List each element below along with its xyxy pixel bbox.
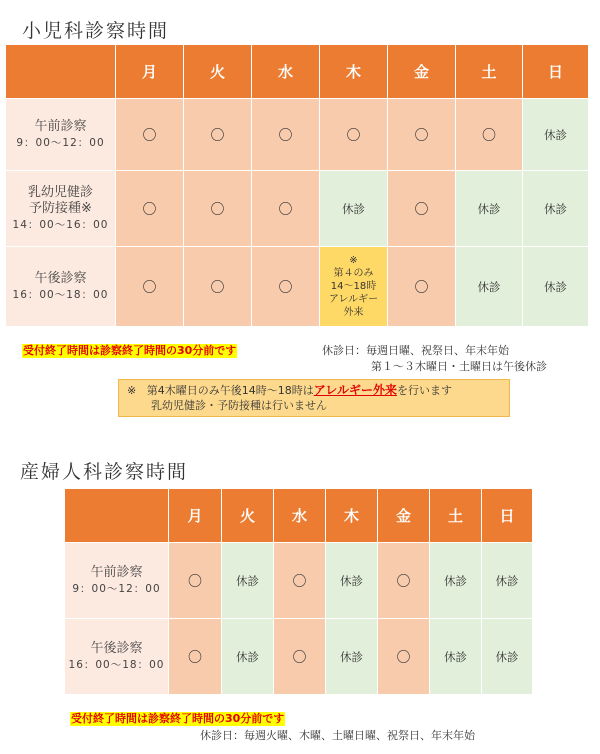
day-header: 土 (456, 45, 523, 99)
schedule-cell: 〇 (252, 99, 320, 171)
row-header (65, 543, 169, 619)
obgyn-title: 産婦人科診察時間 (20, 461, 189, 483)
row-time: 16：00～18：00 (12, 288, 109, 301)
schedule-cell: 休診 (430, 619, 482, 695)
row-label: 午後診察 (90, 640, 143, 656)
table-row (65, 543, 533, 619)
table-row (6, 99, 589, 171)
header-row (6, 45, 589, 99)
notice-text: 乳幼児健診・予防接種は行いません (151, 399, 327, 412)
row-label: 予防接種※ (29, 200, 92, 216)
table-row (6, 247, 589, 327)
schedule-cell: 〇 (184, 99, 252, 171)
row-label: 午前診察 (90, 564, 143, 580)
special-note-line: 第４のみ (333, 268, 374, 279)
table-row (6, 171, 589, 247)
corner-cell (6, 45, 116, 99)
schedule-cell: 休診 (482, 619, 533, 695)
row-time: 14：00～16：00 (12, 218, 109, 231)
schedule-cell: 〇 (169, 619, 222, 695)
schedule-cell: 〇 (184, 171, 252, 247)
pediatrics-title: 小児科診察時間 (22, 20, 170, 42)
schedule-cell: 〇 (388, 171, 456, 247)
row-header (6, 99, 116, 171)
schedule-cell: 〇 (116, 171, 184, 247)
schedule-cell: 〇 (274, 619, 326, 695)
schedule-cell: 〇 (320, 99, 388, 171)
schedule-cell: 〇 (388, 99, 456, 171)
corner-cell (65, 489, 169, 543)
notice-mark: ※ (127, 384, 137, 397)
row-header (6, 247, 116, 327)
closed-days-note-2: 第１～３木曜日・土曜日は午後休診 (371, 360, 547, 373)
closed-days-note: 休診日：毎週日曜、祝祭日、年末年始 (322, 344, 509, 357)
notice-highlight: アレルギー外来 (313, 383, 397, 397)
row-label: 午後診察 (34, 270, 87, 286)
day-header: 木 (326, 489, 378, 543)
day-header: 月 (116, 45, 184, 99)
row-header (65, 619, 169, 695)
special-note-line: 14～18時 (330, 281, 377, 292)
schedule-cell: 〇 (378, 543, 430, 619)
schedule-cell: 〇 (116, 247, 184, 327)
schedule-cell: 休診 (222, 619, 274, 695)
schedule-cell: 休診 (326, 619, 378, 695)
day-header: 木 (320, 45, 388, 99)
schedule-cell: 休診 (222, 543, 274, 619)
schedule-cell: 〇 (169, 543, 222, 619)
special-note-line: アレルギー (328, 294, 379, 305)
schedule-cell: 休診 (482, 543, 533, 619)
notice-text: 第4木曜日のみ午後14時～18時は (146, 384, 314, 397)
allergy-clinic-cell (320, 247, 388, 327)
schedule-cell: 休診 (456, 171, 523, 247)
day-header: 月 (169, 489, 222, 543)
pediatrics-schedule-table (5, 44, 589, 327)
row-time: 16：00～18：00 (68, 658, 165, 671)
schedule-cell: 休診 (320, 171, 388, 247)
schedule-cell: 〇 (184, 247, 252, 327)
day-header: 金 (388, 45, 456, 99)
row-label: 午前診察 (34, 118, 87, 134)
schedule-cell: 〇 (388, 247, 456, 327)
row-time: 9：00～12：00 (72, 582, 161, 595)
schedule-cell: 〇 (456, 99, 523, 171)
day-header: 火 (184, 45, 252, 99)
reception-note: 受付終了時間は診察終了時間の30分前です (71, 712, 285, 725)
special-note-line: 外来 (343, 307, 364, 318)
schedule-cell: 〇 (274, 543, 326, 619)
row-header (6, 171, 116, 247)
header-row (65, 489, 533, 543)
schedule-cell: 〇 (116, 99, 184, 171)
day-header: 土 (430, 489, 482, 543)
row-label: 乳幼児健診 (27, 184, 93, 200)
schedule-cell: 〇 (378, 619, 430, 695)
day-header: 金 (378, 489, 430, 543)
schedule-cell: 休診 (523, 171, 589, 247)
notice-text: を行います (396, 384, 452, 397)
day-header: 日 (482, 489, 533, 543)
row-time: 9：00～12：00 (16, 136, 105, 149)
reception-note: 受付終了時間は診察終了時間の30分前です (23, 344, 237, 357)
table-row (65, 619, 533, 695)
schedule-cell: 〇 (252, 247, 320, 327)
closed-days-note: 休診日：毎週火曜、木曜、土曜日曜、祝祭日、年末年始 (200, 729, 475, 742)
day-header: 日 (523, 45, 589, 99)
schedule-cell: 休診 (456, 247, 523, 327)
schedule-cell: 〇 (252, 171, 320, 247)
schedule-cell: 休診 (430, 543, 482, 619)
day-header: 火 (222, 489, 274, 543)
special-note-mark: ※ (349, 255, 358, 266)
day-header: 水 (252, 45, 320, 99)
allergy-clinic-notice (118, 379, 510, 417)
schedule-cell: 休診 (326, 543, 378, 619)
schedule-cell: 休診 (523, 247, 589, 327)
day-header: 水 (274, 489, 326, 543)
schedule-cell: 休診 (523, 99, 589, 171)
obgyn-schedule-table (64, 488, 533, 695)
